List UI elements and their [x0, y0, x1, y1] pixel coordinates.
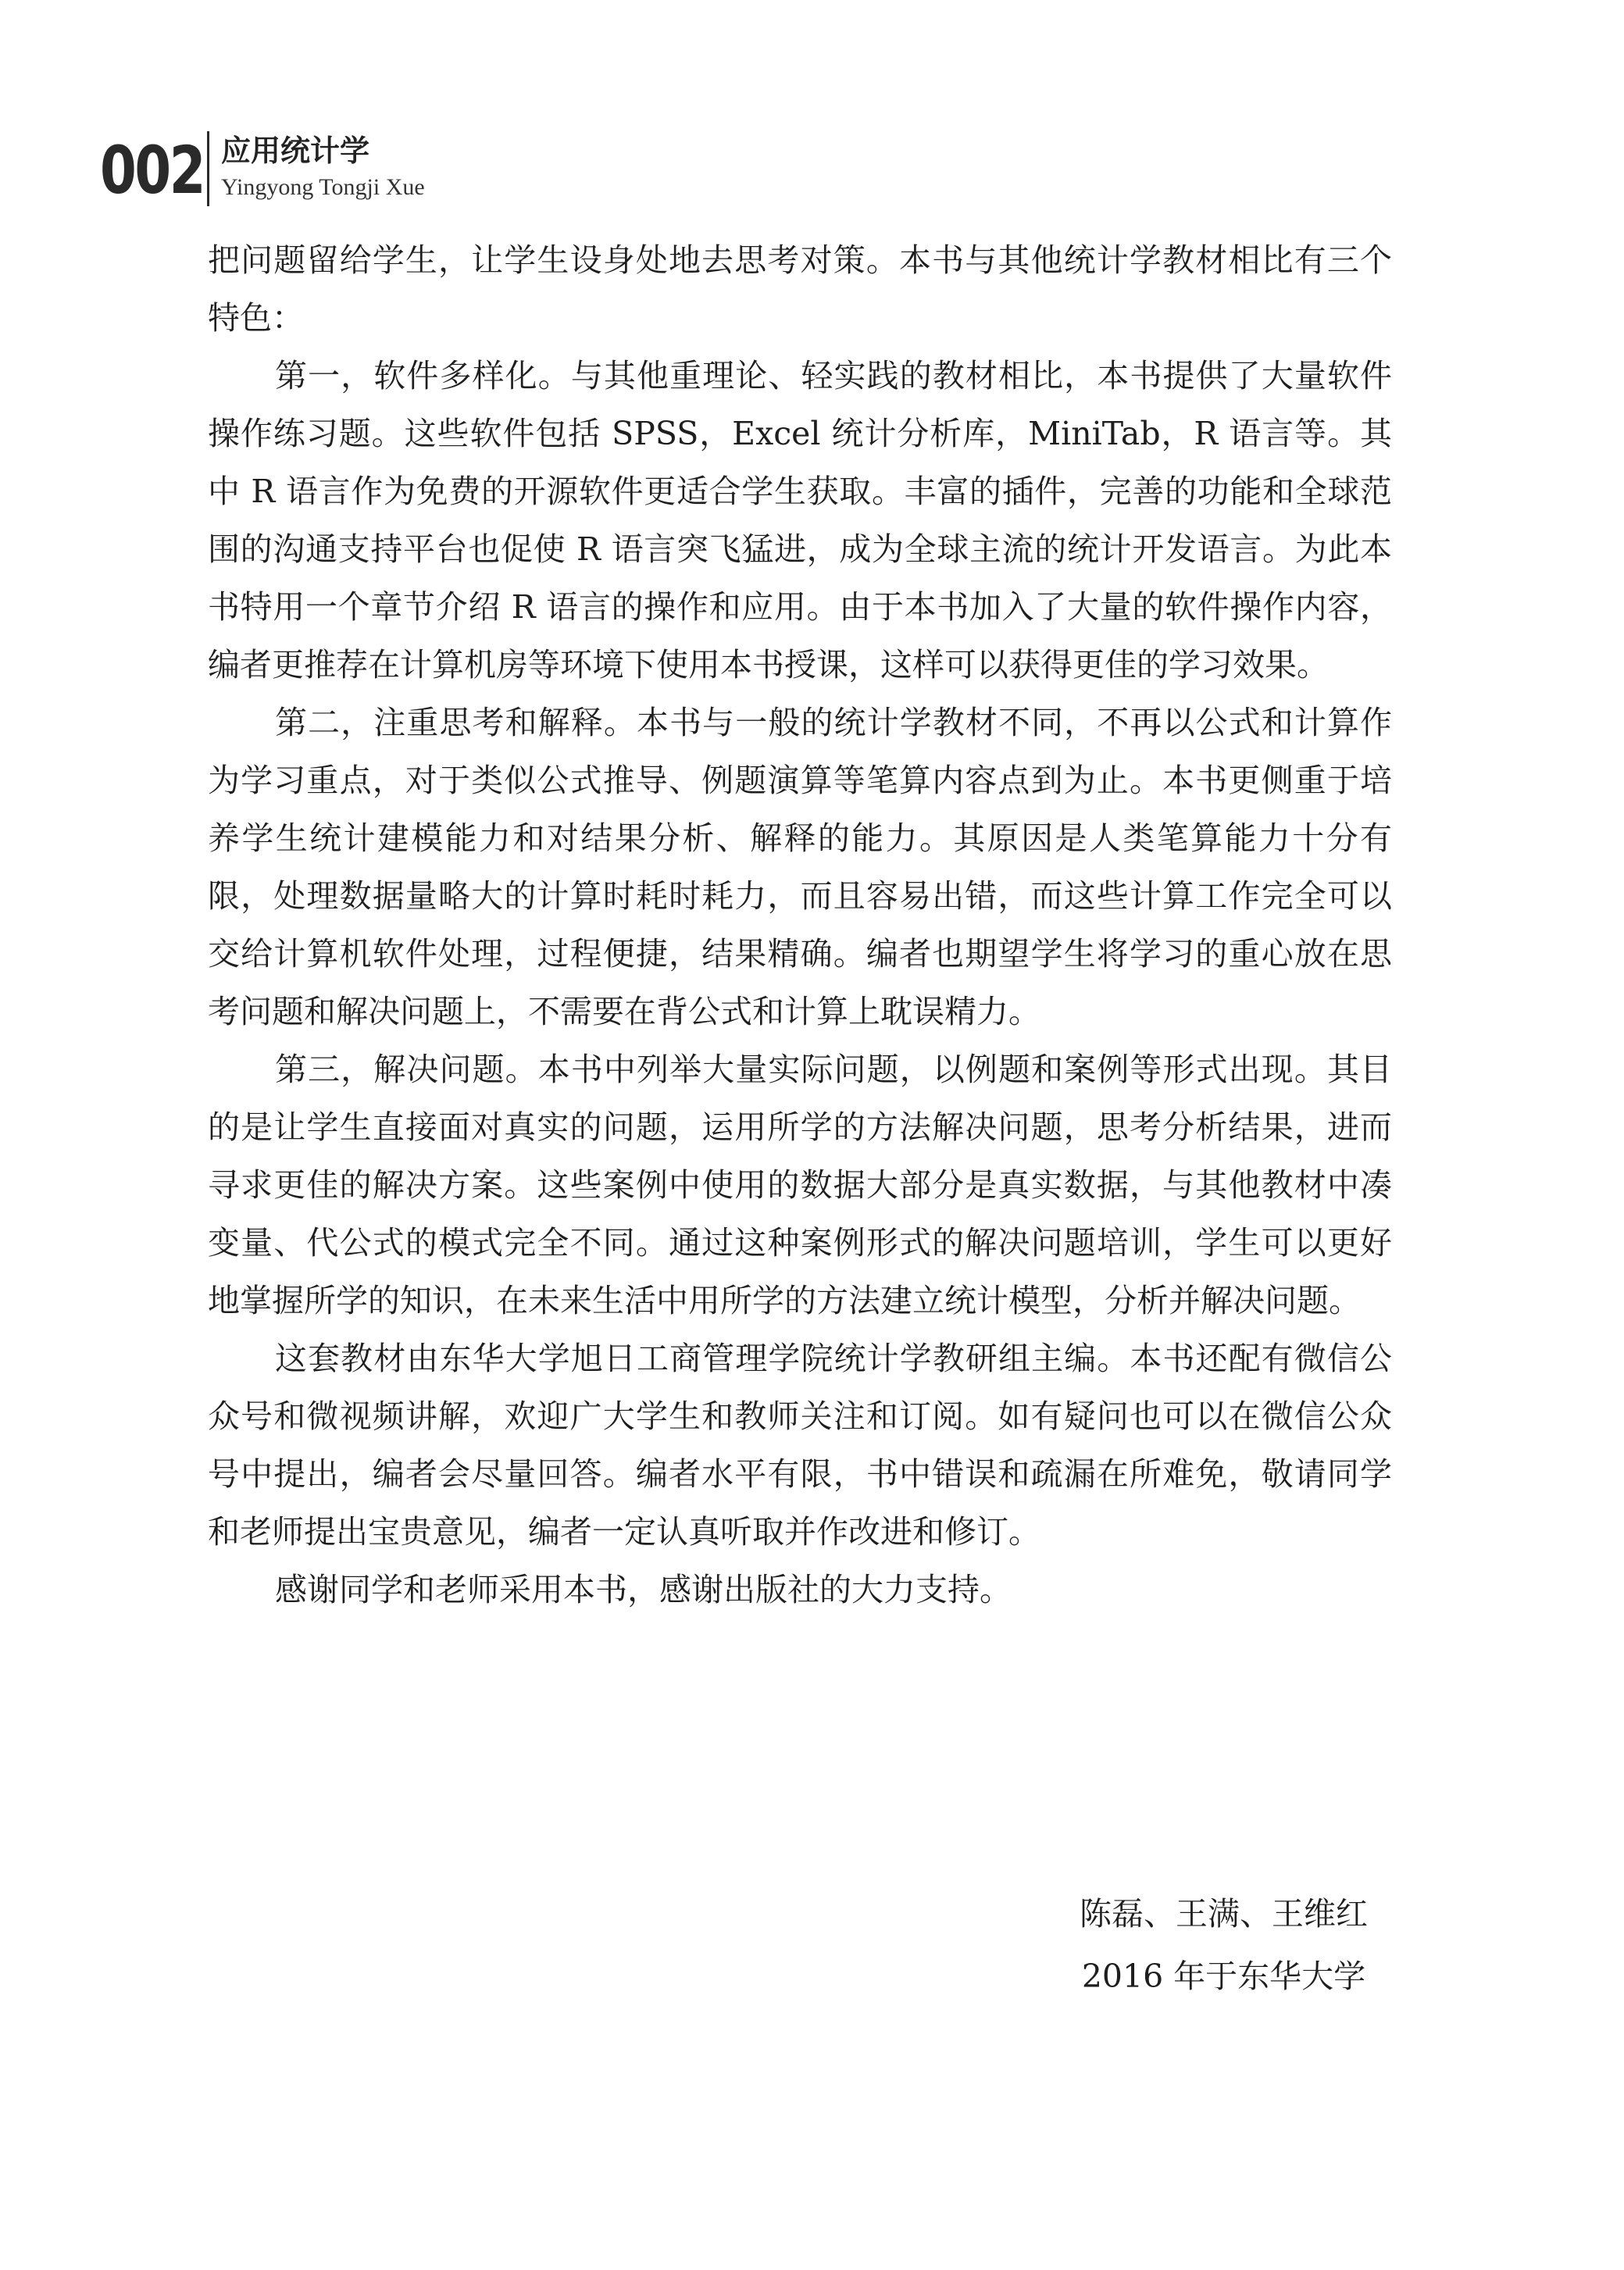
- paragraph-continuation: 把问题留给学生，让学生设身处地去思考对策。本书与其他统计学教材相比有三个特色：: [208, 241, 1392, 337]
- page-number: 002: [100, 132, 205, 209]
- header-divider: [207, 131, 209, 206]
- paragraph-feature-thinking: 第二，注重思考和解释。本书与一般的统计学教材不同，不再以公式和计算作为学习重点，对于类似公式推导、例题演算等笔算内容点到为止。本书更侧重于培养学生统计建模能力和对结果分析、解释的能力。其原因是人类笔算能力十分有限，处理数据量略大的计算时耗时耗力，而且容易出错，而这些计算工作完全可以交给计算机软件处理，过程便捷，结果精确。编者也期望学生将学习的重心放在思考问题和解决问题上，不需要在背公式和计算上耽误精力。: [208, 704, 1392, 1030]
- book-title: 应用统计学: [221, 134, 370, 168]
- signature-block: [1080, 1883, 1368, 2008]
- paragraph-acknowledgement: 感谢同学和老师采用本书，感谢出版社的大力支持。: [275, 1571, 1012, 1608]
- body-text: [208, 231, 1392, 1619]
- book-title-pinyin: Yingyong Tongji Xue: [221, 174, 425, 200]
- paragraph-feature-software: 第一，软件多样化。与其他重理论、轻实践的教材相比，本书提供了大量软件操作练习题。这些软件包括 SPSS，Excel 统计分析库，MiniTab，R 语言等。其中 R 语言作为免费的开源软件更适合学生获取。丰富的插件，完善的功能和全球范围的沟通支持平台也促使 R 语言突飞猛进，成为全球主流的统计开发语言。为此本书特用一个章节介绍 R 语言的操作和应用。由于本书加入了大量的软件操作内容，编者更推荐在计算机房等环境下使用本书授课，这样可以获得更佳的学习效果。: [208, 357, 1392, 683]
- paragraph-editors-note: 这套教材由东华大学旭日工商管理学院统计学教研组主编。本书还配有微信公众号和微视频讲解，欢迎广大学生和教师关注和订阅。如有疑问也可以在微信公众号中提出，编者会尽量回答。编者水平有限，书中错误和疏漏在所难免，敬请同学和老师提出宝贵意见，编者一定认真听取并作改进和修订。: [208, 1340, 1392, 1551]
- signature-authors: 陈磊、王满、王维红: [1080, 1895, 1368, 1933]
- paragraph-feature-problem-solving: 第三，解决问题。本书中列举大量实际问题，以例题和案例等形式出现。其目的是让学生直接面对真实的问题，运用所学的方法解决问题，思考分析结果，进而寻求更佳的解决方案。这些案例中使用的数据大部分是真实数据，与其他教材中凑变量、代公式的模式完全不同。通过这种案例形式的解决问题培训，学生可以更好地掌握所学的知识，在未来生活中用所学的方法建立统计模型，分析并解决问题。: [208, 1051, 1392, 1319]
- signature-date-place: 2016 年于东华大学: [1081, 1958, 1366, 1995]
